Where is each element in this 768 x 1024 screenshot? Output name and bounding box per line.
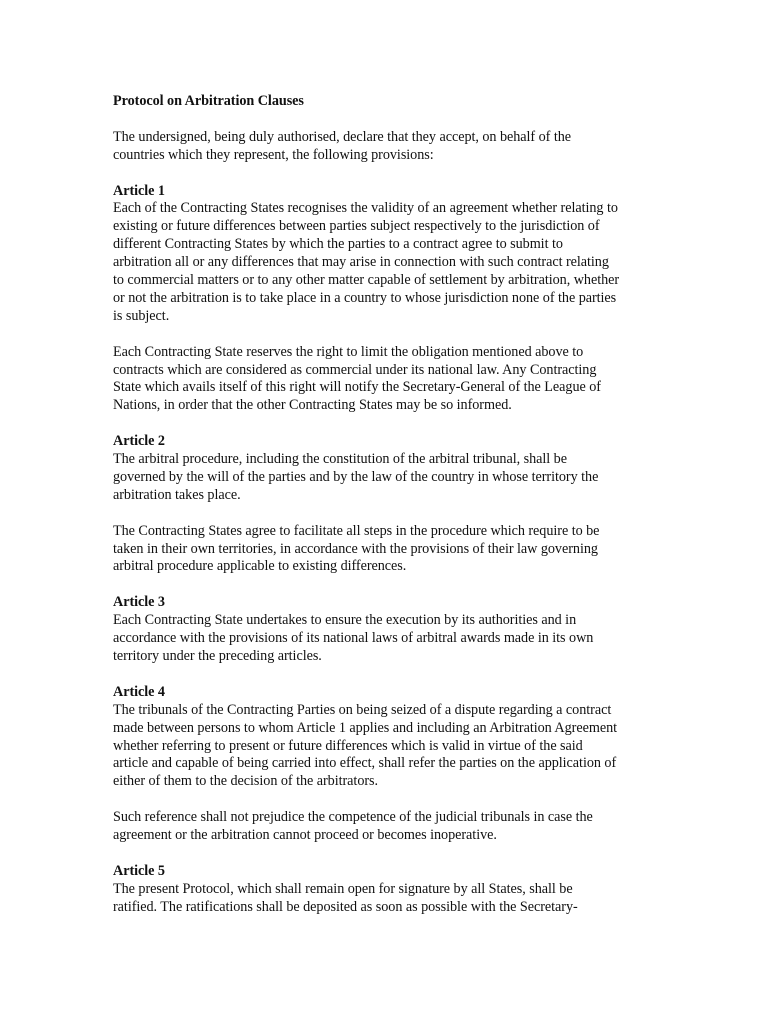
text-line: contracts which are considered as commercial under its national law. Any Contracting (113, 361, 597, 378)
text-line: whether referring to present or future differences which is valid in virtue of the said (113, 737, 583, 754)
text-line: governed by the will of the parties and by the law of the country in whose territory the (113, 468, 599, 485)
text-line: article and capable of being carried into effect, shall refer the parties on the application of (113, 755, 617, 772)
article-4-heading: Article 4 (113, 683, 165, 700)
text-line: territory under the preceding articles. (113, 648, 322, 664)
text-line: Nations, in order that the other Contracting States may be so informed. (113, 397, 512, 414)
intro-paragraph (113, 129, 658, 165)
text-line: or not the arbitration is to take place in a country to whose jurisdiction none of the parties (113, 289, 617, 306)
text-line: arbitration all or any differences that may arise in connection with such contract relating (113, 254, 609, 271)
text-line: either of them to the decision of the arbitrators. (113, 773, 379, 790)
text-line: accordance with the provisions of its national laws of arbitral awards made in its own (113, 630, 594, 647)
document-page (113, 93, 658, 934)
article-4-paragraph-1 (113, 702, 658, 792)
text-line: Each of the Contracting States recognises the validity of an agreement whether relating to (113, 200, 618, 217)
article-2-paragraph-2 (113, 523, 658, 577)
text-line: The tribunals of the Contracting Parties on being seized of a dispute regarding a contract (113, 701, 612, 718)
text-line: State which avails itself of this right will notify the Secretary-General of the League of (113, 379, 601, 396)
text-line: The undersigned, being duly authorised, declare that they accept, on behalf of the (113, 128, 572, 145)
text-line: arbitration takes place. (113, 486, 241, 503)
text-line: to commercial matters or to any other matter capable of settlement by arbitration, whether (113, 272, 620, 289)
text-line: arbitral procedure applicable to existing differences. (113, 558, 407, 575)
article-2-heading: Article 2 (113, 433, 165, 450)
text-line: agreement or the arbitration cannot proceed or becomes inoperative. (113, 827, 497, 844)
article-3-heading: Article 3 (113, 594, 165, 611)
article-2-paragraph-1 (113, 451, 658, 505)
text-line: The arbitral procedure, including the constitution of the arbitral tribunal, shall be (113, 451, 567, 468)
text-line: countries which they represent, the following provisions: (113, 146, 434, 163)
text-line: Each Contracting State undertakes to ensure the execution by its authorities and in (113, 612, 577, 629)
article-5-heading: Article 5 (113, 862, 165, 879)
article-3-paragraph-1 (113, 612, 658, 666)
text-line: different Contracting States by which the parties to a contract agree to submit to (113, 236, 563, 253)
document-title: Protocol on Arbitration Clauses (113, 93, 304, 109)
text-line: existing or future differences between parties subject respectively to the jurisdiction of (113, 218, 600, 235)
article-1-paragraph-2 (113, 344, 658, 416)
text-line: made between persons to whom Article 1 applies and including an Arbitration Agreement (113, 719, 618, 736)
text-line: taken in their own territories, in accordance with the provisions of their law governing (113, 540, 598, 557)
text-line: is subject. (113, 307, 170, 324)
article-1-heading: Article 1 (113, 182, 165, 199)
text-line: Each Contracting State reserves the right to limit the obligation mentioned above to (113, 343, 584, 360)
text-line: ratified. The ratifications shall be deposited as soon as possible with the Secretary- (113, 898, 578, 915)
text-line: The present Protocol, which shall remain open for signature by all States, shall be (113, 880, 573, 897)
article-1-paragraph-1 (113, 200, 658, 325)
text-line: Such reference shall not prejudice the competence of the judicial tribunals in case the (113, 809, 593, 826)
article-5-paragraph-1 (113, 881, 658, 917)
text-line: The Contracting States agree to facilitate all steps in the procedure which require to be (113, 522, 600, 539)
article-4-paragraph-2 (113, 809, 658, 845)
